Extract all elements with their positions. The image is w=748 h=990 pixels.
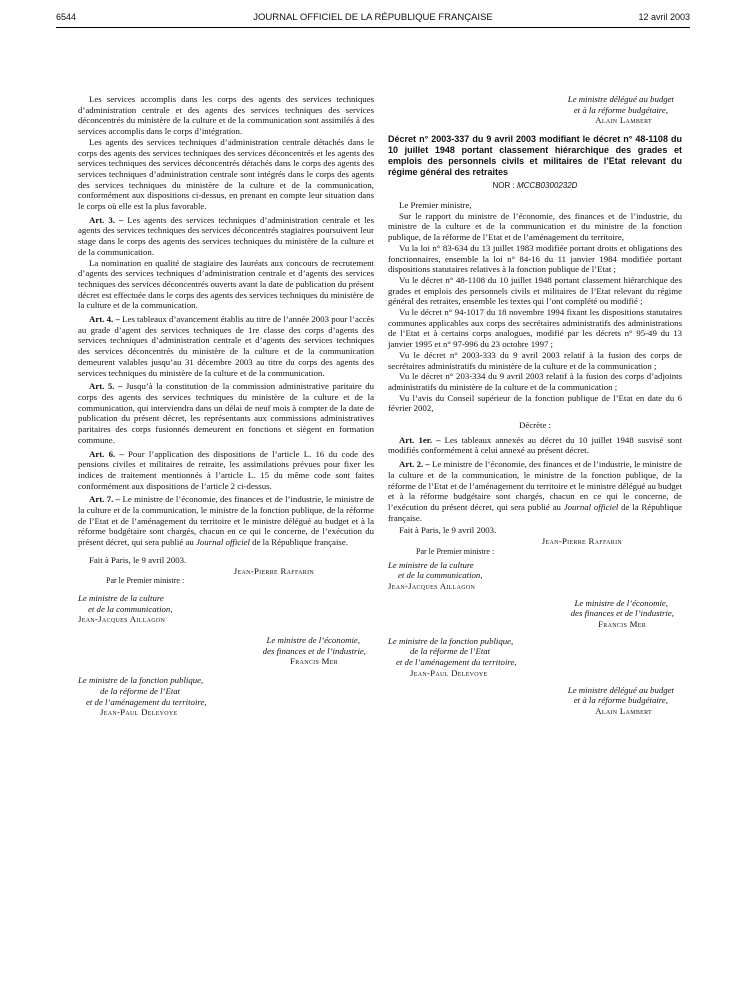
article-text: Le ministre de l’économie, des finances et de l’industrie, le ministre de la culture et de la communication, le ministre de la fonction publique, de la réforme de l’Etat et de l’aménagement du territoire et le ministre délégué au budget et à la réforme budgétaire sont chargés, chacun en ce qui le concerne, de l’exécution du présent décret, qui sera publié au — [78, 494, 374, 548]
left-column — [78, 94, 374, 718]
article-text: Jusqu’à la constitution de la commission administrative paritaire du corps des agents des services techniques du ministère de la culture et de la communication, qui interviendra dans un délai de neuf mois à compter de la date de publication du présent décret, les représentants aux commissions administratives paritaires des corps fusionnés demeurent en fonctions et siègent en formation commune. — [78, 381, 375, 445]
article-text: Les agents des services techniques d’administration centrale et les agents des services techniques des services déconcentrés stagiaires poursuivent leur stage dans le corps des agents des services techniques du ministère de la culture et de la communication. — [78, 214, 375, 257]
signature-budget-top — [388, 94, 682, 126]
sig-line: Le ministre de la fonction publique, — [388, 635, 514, 646]
paragraph: Sur le rapport du ministre de l’économie, des finances et de l’industrie, du ministre de la culture et de la communication et du ministre de la fonction publique, de la réforme de l’Etat et de l’aménagement du territoire, — [388, 210, 682, 243]
signature-economy — [78, 635, 374, 667]
article-7 — [78, 494, 374, 548]
signature-budget — [388, 685, 682, 717]
date-place: Fait à Paris, le 9 avril 2003. — [399, 525, 497, 536]
article-3 — [78, 215, 374, 258]
article-label: Art. 4. – — [89, 314, 120, 325]
article-label: Art. 3. – — [89, 214, 124, 225]
signature-fp — [78, 675, 374, 718]
pm-signature: Jean-Pierre Raffarin — [233, 565, 314, 576]
signatory-name: Alain Lambert — [595, 705, 652, 716]
sig-line: des finances et de l’industrie, — [570, 608, 674, 619]
signatory-name: Alain Lambert — [595, 115, 652, 126]
article-label: Art. 6. – — [89, 448, 124, 459]
article-text: Les tableaux annexés au décret du 10 juillet 1948 susvisé sont modifiés conformément à celui annexé au présent décret. — [388, 434, 682, 456]
sig-line: Le ministre de l’économie, — [266, 635, 360, 646]
signatory-name: Francis Mer — [598, 619, 646, 630]
article-5 — [78, 381, 374, 445]
article-text: Les tableaux d’avancement établis au titre de l’année 2003 pour l’accès au grade d’agent des services techniques de 1re classe des corps d’agents des services techniques d’administration centrale et d’agents des services techniques des services déconcentrés du ministère de la culture et de la communication demeurent valables jusqu’au 31 décembre 2003 au titre du corps des agents des services techniques du ministère de la culture et de la communication. — [78, 314, 375, 378]
sig-line: Le ministre délégué au budget — [567, 684, 674, 695]
article-2 — [388, 459, 682, 523]
article-label: Art. 5. – — [89, 381, 123, 392]
signatory-name: Francis Mer — [290, 656, 338, 667]
paragraph: Le Premier ministre, — [399, 200, 472, 210]
sig-line: des finances et de l’industrie, — [262, 645, 366, 656]
paragraph: Les agents des services techniques d’administration centrale détachés dans le corps des agents des services techniques des services déconcentrés et les agents des services techniques des services déconcentrés détachés dans le corps des agents des services techniques d’administration centrale sont intégrés dans le corps des agents des services techniques du ministère de la culture et de la communication, conformément aux dispositions ci-dessus, en prenant en compte leur situation dans le corps où elle est la plus favorable. — [78, 136, 374, 212]
paragraph: Vu le décret n° 2003-333 du 9 avril 2003 relatif à la fusion des corps de secrétaires administratifs du ministère de la culture et de la communication ; — [388, 349, 682, 371]
sig-line: Le ministre de la culture — [388, 559, 474, 570]
sig-line: et de l’aménagement du territoire, — [396, 657, 517, 668]
journal-title: JOURNAL OFFICIEL DE LA RÉPUBLIQUE FRANÇAISE — [253, 12, 493, 23]
sig-line: et de la communication, — [398, 570, 483, 581]
journal-officiel: Journal officiel — [195, 537, 250, 548]
by-pm: Par le Premier ministre : — [106, 576, 185, 586]
sig-line: de la réforme de l’Etat — [410, 646, 491, 657]
sig-line: et de la communication, — [88, 603, 173, 614]
article-text: Le ministre de l’économie, des finances et de l’industrie, le ministre de la culture et de la communication, le ministre de la fonction publique, de la réforme de l’Etat et de l’aménagement du territoire et le ministre délégué au budget et à la réforme budgétaire sont chargés, chacun en ce qui le concerne, de l’exécution du présent décret, qui sera publié au — [388, 459, 682, 512]
nor-label: NOR : — [492, 181, 517, 191]
article-label: Art. 7. – — [89, 494, 121, 505]
sig-line: et de l’aménagement du territoire, — [86, 696, 207, 707]
paragraph: Vu le décret n° 203-334 du 9 avril 2003 relatif à la fusion des corps d’adjoints administratifs du ministère de la culture et de la communication ; — [388, 371, 682, 392]
sig-line: Le ministre de la culture — [78, 592, 164, 603]
page-header — [56, 12, 690, 26]
article-label: Art. 2. – — [399, 459, 430, 470]
article-text: Pour l’application des dispositions de l’article L. 16 du code des pensions civiles et militaires de retraite, les assimilations prévues pour fixer les indices de traitement mentionnés à l’article L. 15 du même code sont faites conformément aux dispositions de l’article 2 ci-dessus. — [78, 448, 375, 491]
issue-date: 12 avril 2003 — [638, 12, 690, 22]
page-number: 6544 — [56, 12, 77, 22]
sig-line: et à la réforme budgétaire, — [573, 695, 668, 706]
paragraph: Vu le décret n° 94-1017 du 18 novembre 1994 fixant les dispositions statutaires communes applicables aux corps des secrétaires administratifs des administrations de l’Etat et à certains corps analogues, modifié par les décrets n° 95-49 du 13 janvier 1995 et n° 97-996 du 23 octobre 1997 ; — [388, 307, 682, 350]
decree-title: Décret n° 2003-337 du 9 avril 2003 modifiant le décret n° 48-1108 du 10 juillet 1948 portant classement hiérarchique des grades et emplois des personnels civils et militaires de l’Etat relevant du régime général des retraites — [388, 134, 682, 177]
article-4 — [78, 314, 374, 378]
signatory-name: Jean-Jacques Aillagon — [78, 614, 166, 625]
signature-culture — [78, 593, 374, 625]
by-pm: Par le Premier ministre : — [416, 546, 495, 556]
nor-code: MCCB0300232D — [516, 181, 578, 191]
article-text: de la République française. — [388, 501, 682, 523]
sig-line: et à la réforme budgétaire, — [573, 104, 668, 115]
decrete: Décrète : — [519, 420, 551, 431]
paragraph: Vu le décret n° 48-1108 du 10 juillet 1948 portant classement hiérarchique des grades et emplois des personnels civils et militaires de l’Etat relevant du régime général des retraites, ensemble les textes qui l’ont complété ou modifié ; — [388, 274, 682, 307]
paragraph: Vu l’avis du Conseil supérieur de la fonction publique de l’Etat en date du 6 février 2002, — [388, 392, 682, 414]
signatory-name: Jean-Paul Delevoye — [410, 667, 488, 678]
sig-line: Le ministre de l’économie, — [574, 597, 668, 608]
signatory-name: Jean-Jacques Aillagon — [388, 580, 476, 591]
journal-officiel: Journal officiel — [563, 501, 619, 512]
paragraph: Vu la loi n° 83-634 du 13 juillet 1983 modifiée portant droits et obligations des fonctionnaires, ensemble la loi n° 84-16 du 11 janvier 1984 modifiée portant dispositions statutaires relatives à la fonction publique de l’Etat ; — [388, 242, 682, 275]
pm-signature: Jean-Pierre Raffarin — [541, 536, 622, 547]
article-1 — [388, 435, 682, 456]
article-text: de la République française. — [249, 537, 348, 548]
sig-line: Le ministre de la fonction publique, — [78, 675, 204, 686]
sig-line: Le ministre délégué au budget — [567, 94, 674, 104]
right-column — [388, 94, 682, 717]
signature-fp — [388, 636, 682, 679]
nor-reference — [388, 181, 682, 192]
signature-economy — [388, 598, 682, 630]
signatory-name: Jean-Paul Delevoye — [100, 707, 178, 718]
article-6 — [78, 449, 374, 492]
signature-culture — [388, 560, 682, 592]
paragraph: Les services accomplis dans les corps des agents des services techniques d’administration centrale et des agents des services techniques des services déconcentrés du ministère de la culture et de la communication sont assimilés à des services accomplis dans le corps d’intégration. — [78, 94, 374, 137]
sig-line: de la réforme de l’Etat — [100, 685, 181, 696]
date-place: Fait à Paris, le 9 avril 2003. — [89, 554, 187, 565]
article-label: Art. 1er. – — [399, 434, 441, 445]
header-rule — [56, 27, 690, 28]
paragraph: La nomination en qualité de stagiaire des lauréats aux concours de recrutement d’agents des services techniques d’administration centrale et d’agents des services techniques des services déconcentrés ouverts avant la date de publication du présent décret est effectuée dans le corps des agents des services techniques du ministère de la culture et de la communication. — [78, 257, 374, 311]
